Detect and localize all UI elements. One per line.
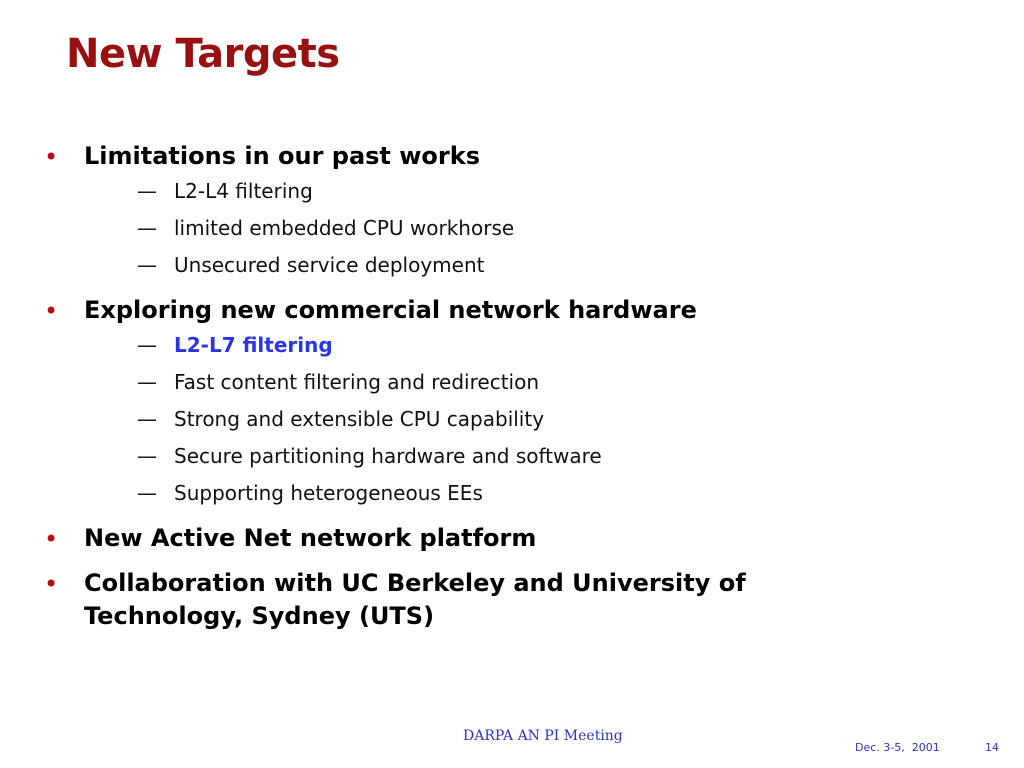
- dash-icon: —: [137, 253, 157, 277]
- sub-item-text: Secure partitioning hardware and software: [174, 444, 602, 468]
- bullet-item: [44, 567, 984, 633]
- sub-item: [84, 366, 984, 403]
- footer-page-number: 14: [985, 741, 999, 754]
- bullet-item: [44, 294, 984, 514]
- sub-list: [84, 329, 984, 514]
- dash-icon: —: [137, 444, 157, 468]
- sub-item: [84, 175, 984, 212]
- sub-item-text: L2-L4 filtering: [174, 179, 313, 203]
- slide-content: [44, 140, 984, 633]
- sub-item-text: Supporting heterogeneous EEs: [174, 481, 483, 505]
- dash-icon: —: [137, 370, 157, 394]
- sub-item: [84, 440, 984, 477]
- footer-meeting-name: DARPA AN PI Meeting: [463, 728, 623, 744]
- sub-item-text-highlighted: L2-L7 filtering: [174, 333, 333, 357]
- sub-item: [84, 477, 984, 514]
- sub-item-text: Fast content filtering and redirection: [174, 370, 539, 394]
- sub-item: [84, 249, 984, 286]
- dash-icon: —: [137, 333, 157, 357]
- bullet-text: Collaboration with UC Berkeley and University of Technology, Sydney (UTS): [84, 569, 746, 630]
- bullet-icon: •: [44, 525, 59, 553]
- bullet-text: Exploring new commercial network hardware: [84, 296, 697, 324]
- bullet-icon: •: [44, 570, 59, 598]
- sub-item: [84, 329, 984, 366]
- dash-icon: —: [137, 179, 157, 203]
- dash-icon: —: [137, 216, 157, 240]
- bullet-item: [44, 140, 984, 286]
- sub-item-text: limited embedded CPU workhorse: [174, 216, 515, 240]
- sub-list: [84, 175, 984, 286]
- dash-icon: —: [137, 481, 157, 505]
- bullet-icon: •: [44, 297, 59, 325]
- bullet-text: New Active Net network platform: [84, 524, 537, 552]
- footer-date: Dec. 3-5, 2001: [855, 741, 940, 754]
- sub-item-text: Strong and extensible CPU capability: [174, 407, 545, 431]
- bullet-text: Limitations in our past works: [84, 142, 480, 170]
- sub-item: [84, 212, 984, 249]
- sub-item: [84, 403, 984, 440]
- bullet-icon: •: [44, 143, 59, 171]
- slide-title: New Targets: [66, 31, 340, 77]
- bullet-item: [44, 522, 984, 555]
- dash-icon: —: [137, 407, 157, 431]
- sub-item-text: Unsecured service deployment: [174, 253, 485, 277]
